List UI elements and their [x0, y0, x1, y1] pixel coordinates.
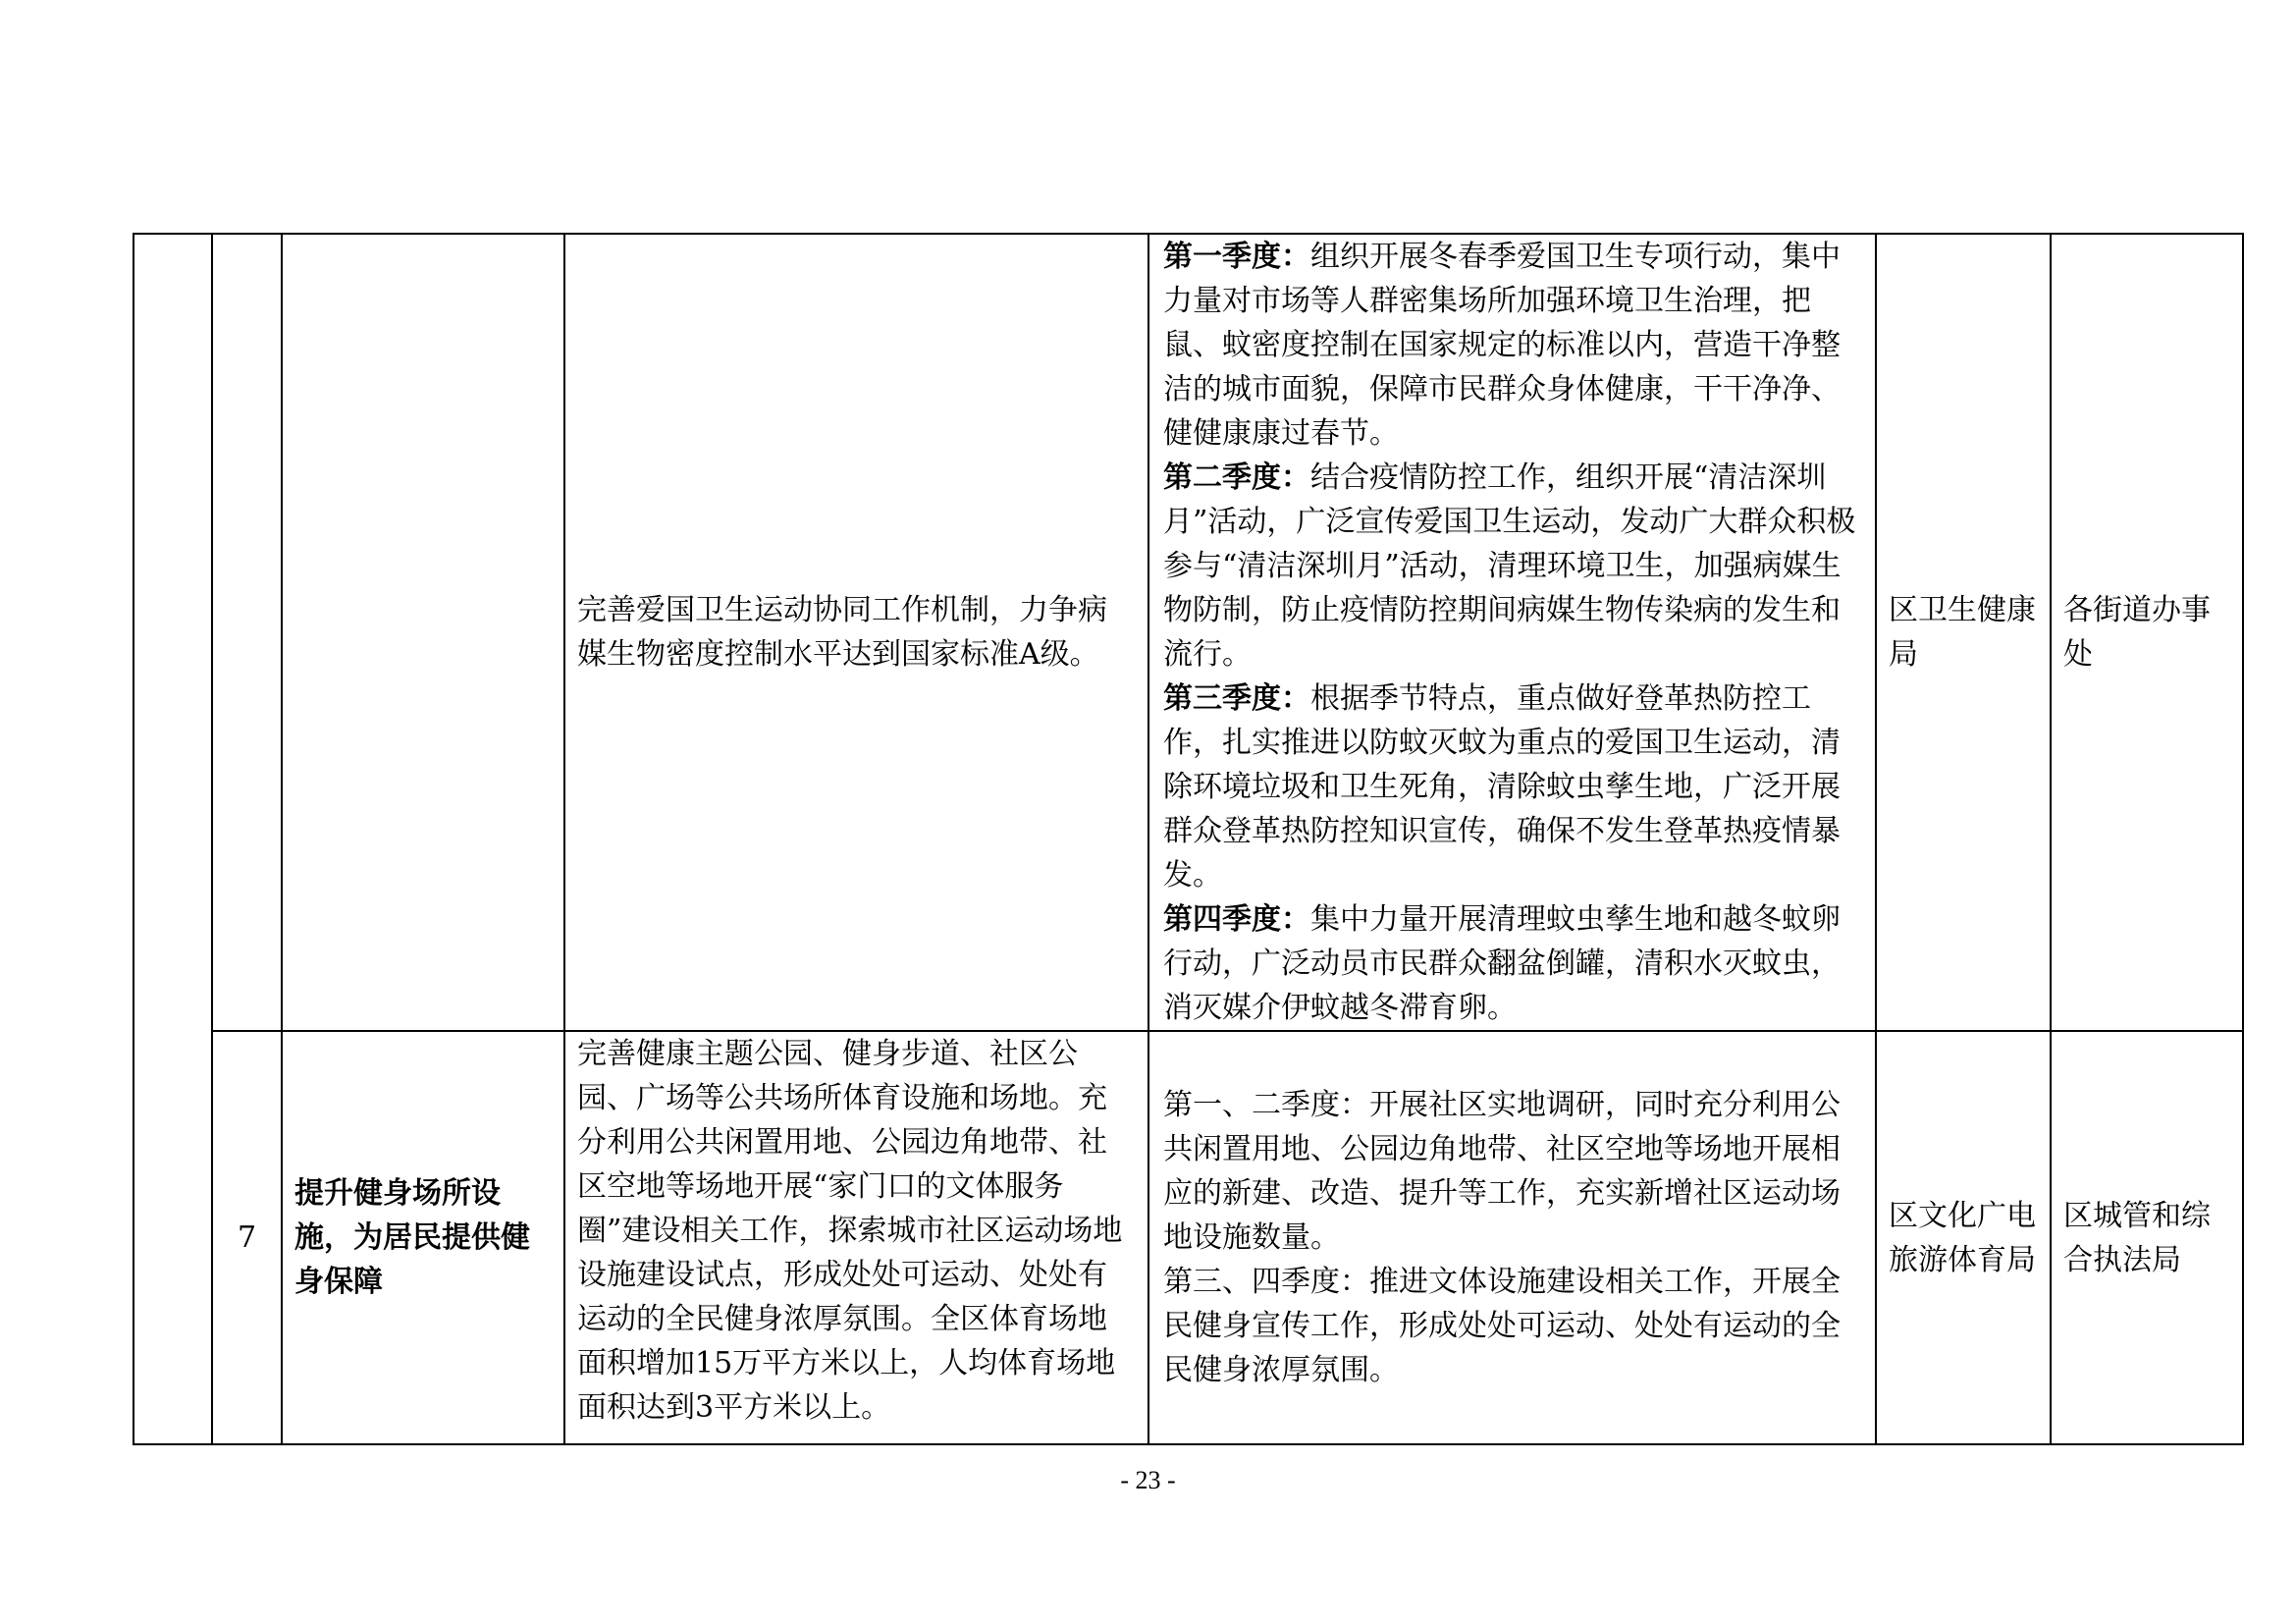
cooperating-department-cell: 区城管和综合执法局 [2051, 1031, 2243, 1444]
row-number-cell [212, 234, 282, 1031]
task-cell [282, 234, 564, 1031]
schedule-text: 集中力量开展清理蚊虫孳生地和越冬蚊卵行动，广泛动员市民群众翻盆倒罐，清积水灭蚊虫，消灭媒介伊蚊越冬滞育卵。 [1163, 902, 1841, 1025]
table-row [133, 234, 2243, 1031]
schedule-item [1163, 1083, 1861, 1260]
row-number-cell: 7 [212, 1031, 282, 1444]
schedule-cell [1148, 1031, 1876, 1444]
schedule-label: 第三、四季度 [1163, 1265, 1340, 1299]
schedule-item [1163, 1260, 1861, 1392]
schedule-item [1163, 456, 1861, 677]
schedule-label: 第一季度： [1163, 240, 1310, 274]
schedule-cell [1148, 234, 1876, 1031]
schedule-text: 根据季节特点，重点做好登革热防控工作，扎实推进以防蚊灭蚊为重点的爱国卫生运动，清除环境垃圾和卫生死角，清除蚊虫孳生地，广泛开展群众登革热防控知识宣传，确保不发生登革热疫情暴发。 [1163, 681, 1841, 893]
schedule-label: 第二季度： [1163, 460, 1310, 495]
schedule-label: 第一、二季度 [1163, 1088, 1340, 1122]
page-number: - 23 - [1120, 1466, 1176, 1494]
task-cell: 提升健身场所设施，为居民提供健身保障 [282, 1031, 564, 1444]
schedule-item [1163, 677, 1861, 897]
schedule-text: ：开展社区实地调研，同时充分利用公共闲置用地、公园边角地带、社区空地等场地开展相应的新建、改造、提升等工作，充实新增社区运动场地设施数量。 [1163, 1088, 1841, 1255]
target-cell: 完善健康主题公园、健身步道、社区公园、广场等公共场所体育设施和场地。充分利用公共闲置用地、公园边角地带、社区空地等场地开展“家门口的文体服务圈”建设相关工作，探索城市社区运动场地设施建设试点，形成处处可运动、处处有运动的全民健身浓厚氛围。全区体育场地面积增加15万平方米以上，人均体育场地面积达到3平方米以上。 [564, 1031, 1148, 1444]
schedule-text: ：推进文体设施建设相关工作，开展全民健身宣传工作，形成处处可运动、处处有运动的全民健身浓厚氛围。 [1163, 1265, 1841, 1387]
target-cell: 完善爱国卫生运动协同工作机制，力争病媒生物密度控制水平达到国家标准A级。 [564, 234, 1148, 1031]
schedule-label: 第四季度： [1163, 902, 1310, 937]
work-plan-table [133, 233, 2244, 1445]
schedule-text: 结合疫情防控工作，组织开展“清洁深圳月”活动，广泛宣传爱国卫生运动，发动广大群众积极参与“清洁深圳月”活动，清理环境卫生，加强病媒生物防制，防止疫情防控期间病媒生物传染病的发生和流行。 [1163, 460, 1856, 672]
cooperating-department-cell: 各街道办事处 [2051, 234, 2243, 1031]
category-cell [133, 234, 212, 1444]
lead-department-cell: 区卫生健康局 [1876, 234, 2051, 1031]
table-row [133, 1031, 2243, 1444]
schedule-item [1163, 897, 1861, 1030]
schedule-item [1163, 235, 1861, 456]
schedule-label: 第三季度： [1163, 681, 1310, 716]
schedule-text: 组织开展冬春季爱国卫生专项行动，集中力量对市场等人群密集场所加强环境卫生治理，把鼠、蚊密度控制在国家规定的标准以内，营造干净整洁的城市面貌，保障市民群众身体健康，干干净净、健健康康过春节。 [1163, 240, 1841, 451]
lead-department-cell: 区文化广电旅游体育局 [1876, 1031, 2051, 1444]
